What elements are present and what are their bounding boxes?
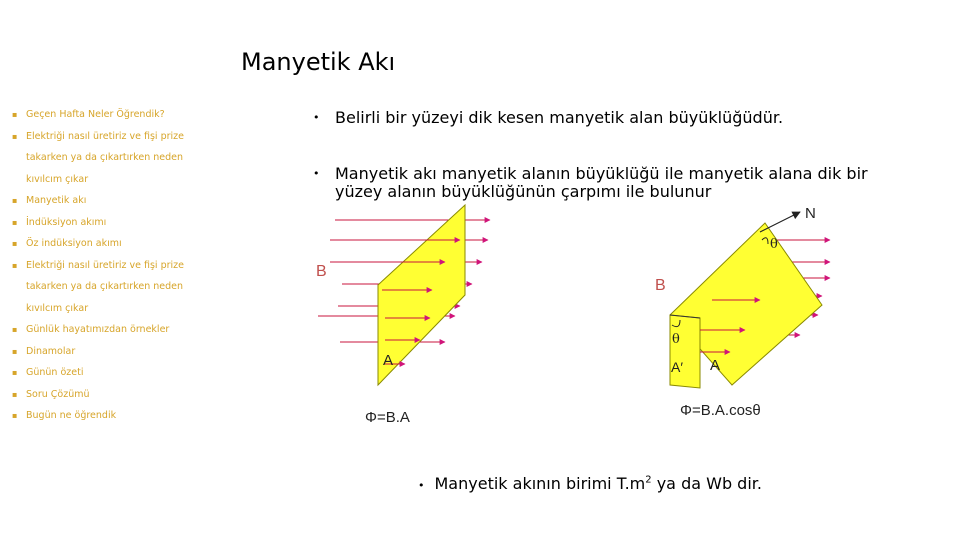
- right-surface-label: A: [710, 357, 721, 374]
- normal-label: N: [805, 205, 816, 222]
- unit-text-prefix: Manyetik akının birimi T.m: [434, 474, 646, 493]
- outline-item: ▪ Bugün ne öğrendik: [12, 405, 222, 427]
- outline-item: takarken ya da çıkartırken neden: [26, 281, 183, 292]
- outline-item: ▪ Dinamolar: [12, 341, 222, 363]
- outline-item: ▪ Elektriği nasıl üretiriz ve fişi prize: [12, 126, 222, 148]
- outline-item: ▪ Soru Çözümü: [12, 384, 222, 406]
- right-formula: Φ=B.A.cosθ: [680, 402, 761, 419]
- unit-bullet: [418, 474, 762, 493]
- outline-item: ▪ Geçen Hafta Neler Öğrendik?: [12, 104, 222, 126]
- bullet-marker: •: [418, 479, 425, 492]
- unit-exponent: 2: [645, 474, 652, 486]
- outline-item: ▪ Günlük hayatımızdan örnekler: [12, 319, 222, 341]
- left-formula: Φ=B.A: [365, 409, 410, 426]
- bullet-marker: •: [313, 111, 320, 124]
- definition-text: Belirli bir yüzeyi dik kesen manyetik alan büyüklüğüdür.: [335, 108, 784, 127]
- outline-item: ▪ Elektriği nasıl üretiriz ve fişi prize: [12, 255, 222, 277]
- left-surface-label: A: [383, 352, 394, 369]
- outline-item: kıvılcım çıkar: [26, 173, 89, 185]
- outline-item: kıvılcım çıkar: [26, 302, 89, 314]
- right-field-label: B: [655, 277, 666, 294]
- angle-top-label: θ: [770, 237, 778, 252]
- formula-text-line2: yüzey alanın büyüklüğünün çarpımı ile bulunur: [335, 182, 712, 201]
- slide-title: Manyetik Akı: [241, 48, 396, 76]
- outline-item: ▪ Günün özeti: [12, 362, 222, 384]
- projection-label: A′: [671, 359, 683, 375]
- outline-item: ▪ İndüksiyon akımı: [12, 212, 222, 234]
- normal-vector-arrow: [760, 212, 800, 232]
- left-field-label: B: [316, 263, 327, 280]
- formula-text-line1: Manyetik akı manyetik alanın büyüklüğü ile manyetik alana dik bir: [335, 164, 868, 183]
- angle-bottom-label: θ: [672, 332, 680, 347]
- outline-item: ▪ Öz indüksiyon akımı: [12, 233, 222, 255]
- unit-text-suffix: ya da Wb dir.: [651, 474, 762, 493]
- outline-item: ▪ Manyetik akı: [12, 190, 222, 212]
- outline-item: takarken ya da çıkartırken neden: [26, 152, 183, 163]
- bullet-marker: •: [313, 167, 320, 180]
